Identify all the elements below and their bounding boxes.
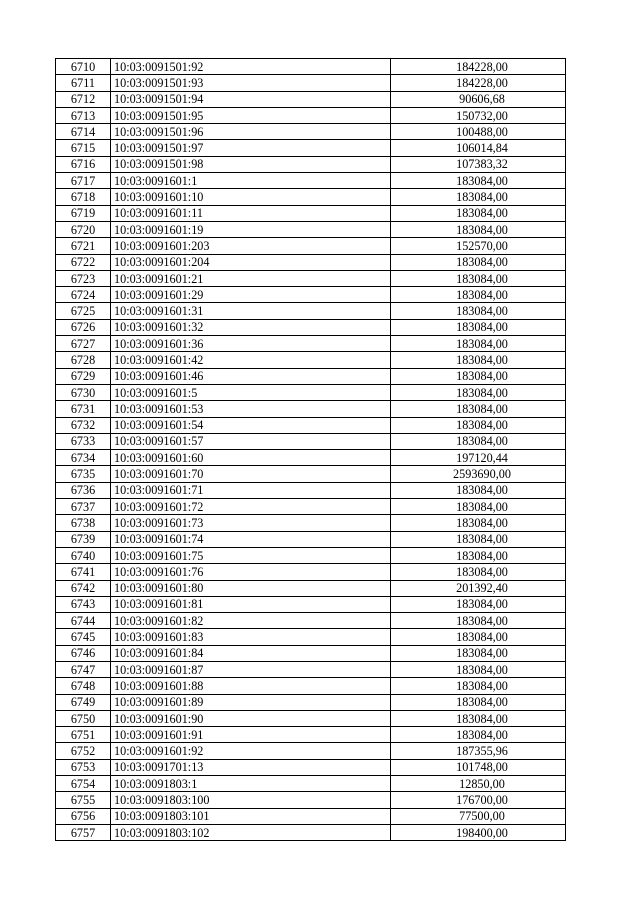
row-number-cell: 6727 (56, 336, 111, 352)
table-row (56, 91, 566, 107)
cadastral-value-cell: 183084,00 (391, 499, 566, 515)
cadastral-number-cell: 10:03:0091601:36 (111, 336, 391, 352)
cadastral-number-cell: 10:03:0091501:93 (111, 75, 391, 91)
cadastral-number-cell: 10:03:0091501:92 (111, 59, 391, 75)
table-row (56, 743, 566, 759)
cadastral-value-cell: 183084,00 (391, 629, 566, 645)
cadastral-number-cell: 10:03:0091601:73 (111, 515, 391, 531)
row-number-cell: 6748 (56, 678, 111, 694)
cadastral-value-cell: 183084,00 (391, 352, 566, 368)
table-row (56, 629, 566, 645)
cadastral-number-cell: 10:03:0091601:80 (111, 580, 391, 596)
row-number-cell: 6723 (56, 270, 111, 286)
cadastral-value-cell: 184228,00 (391, 59, 566, 75)
cadastral-value-cell: 183084,00 (391, 727, 566, 743)
cadastral-value-cell: 183084,00 (391, 205, 566, 221)
cadastral-value-cell: 183084,00 (391, 482, 566, 498)
row-number-cell: 6716 (56, 156, 111, 172)
cadastral-value-cell: 183084,00 (391, 678, 566, 694)
table-row (56, 808, 566, 824)
cadastral-value-cell: 183084,00 (391, 221, 566, 237)
table-row (56, 205, 566, 221)
table-row (56, 645, 566, 661)
cadastral-value-cell: 183084,00 (391, 254, 566, 270)
cadastral-value-cell: 183084,00 (391, 613, 566, 629)
row-number-cell: 6710 (56, 59, 111, 75)
row-number-cell: 6721 (56, 238, 111, 254)
cadastral-value-cell: 183084,00 (391, 303, 566, 319)
row-number-cell: 6745 (56, 629, 111, 645)
row-number-cell: 6718 (56, 189, 111, 205)
table-row (56, 580, 566, 596)
cadastral-value-cell: 198400,00 (391, 824, 566, 840)
cadastral-number-cell: 10:03:0091601:53 (111, 401, 391, 417)
table-row (56, 59, 566, 75)
cadastral-value-cell: 183084,00 (391, 547, 566, 563)
cadastral-value-cell: 101748,00 (391, 759, 566, 775)
table-row (56, 238, 566, 254)
table-row (56, 189, 566, 205)
cadastral-value-cell: 197120,44 (391, 450, 566, 466)
row-number-cell: 6756 (56, 808, 111, 824)
cadastral-number-cell: 10:03:0091501:96 (111, 124, 391, 140)
row-number-cell: 6735 (56, 466, 111, 482)
cadastral-value-table (55, 58, 566, 841)
row-number-cell: 6742 (56, 580, 111, 596)
cadastral-number-cell: 10:03:0091803:101 (111, 808, 391, 824)
row-number-cell: 6743 (56, 596, 111, 612)
cadastral-number-cell: 10:03:0091601:31 (111, 303, 391, 319)
row-number-cell: 6726 (56, 319, 111, 335)
table-row (56, 107, 566, 123)
cadastral-value-cell: 183084,00 (391, 270, 566, 286)
row-number-cell: 6747 (56, 661, 111, 677)
cadastral-number-cell: 10:03:0091803:1 (111, 776, 391, 792)
row-number-cell: 6722 (56, 254, 111, 270)
table-row (56, 564, 566, 580)
table-row (56, 352, 566, 368)
row-number-cell: 6734 (56, 450, 111, 466)
cadastral-value-cell: 106014,84 (391, 140, 566, 156)
cadastral-number-cell: 10:03:0091601:92 (111, 743, 391, 759)
cadastral-value-cell: 183084,00 (391, 417, 566, 433)
cadastral-number-cell: 10:03:0091601:84 (111, 645, 391, 661)
cadastral-value-cell: 12850,00 (391, 776, 566, 792)
cadastral-number-cell: 10:03:0091601:57 (111, 433, 391, 449)
cadastral-number-cell: 10:03:0091601:83 (111, 629, 391, 645)
table-row (56, 499, 566, 515)
cadastral-number-cell: 10:03:0091601:10 (111, 189, 391, 205)
cadastral-number-cell: 10:03:0091501:97 (111, 140, 391, 156)
cadastral-number-cell: 10:03:0091601:74 (111, 531, 391, 547)
row-number-cell: 6730 (56, 384, 111, 400)
table-row (56, 303, 566, 319)
row-number-cell: 6714 (56, 124, 111, 140)
row-number-cell: 6744 (56, 613, 111, 629)
cadastral-value-cell: 150732,00 (391, 107, 566, 123)
cadastral-value-cell: 183084,00 (391, 515, 566, 531)
table-row (56, 368, 566, 384)
cadastral-number-cell: 10:03:0091601:60 (111, 450, 391, 466)
table-row (56, 515, 566, 531)
table-row (56, 450, 566, 466)
cadastral-number-cell: 10:03:0091601:5 (111, 384, 391, 400)
row-number-cell: 6752 (56, 743, 111, 759)
row-number-cell: 6757 (56, 824, 111, 840)
cadastral-number-cell: 10:03:0091601:87 (111, 661, 391, 677)
row-number-cell: 6729 (56, 368, 111, 384)
row-number-cell: 6751 (56, 727, 111, 743)
cadastral-number-cell: 10:03:0091601:88 (111, 678, 391, 694)
row-number-cell: 6720 (56, 221, 111, 237)
table-row (56, 156, 566, 172)
row-number-cell: 6738 (56, 515, 111, 531)
table-row (56, 482, 566, 498)
cadastral-value-cell: 176700,00 (391, 792, 566, 808)
table-row (56, 613, 566, 629)
cadastral-value-cell: 2593690,00 (391, 466, 566, 482)
row-number-cell: 6755 (56, 792, 111, 808)
cadastral-value-cell: 152570,00 (391, 238, 566, 254)
table-row (56, 792, 566, 808)
cadastral-number-cell: 10:03:0091601:11 (111, 205, 391, 221)
cadastral-number-cell: 10:03:0091601:91 (111, 727, 391, 743)
cadastral-value-cell: 183084,00 (391, 336, 566, 352)
cadastral-number-cell: 10:03:0091501:95 (111, 107, 391, 123)
cadastral-number-cell: 10:03:0091601:71 (111, 482, 391, 498)
table-row (56, 417, 566, 433)
cadastral-value-cell: 107383,32 (391, 156, 566, 172)
row-number-cell: 6732 (56, 417, 111, 433)
cadastral-value-cell: 183084,00 (391, 710, 566, 726)
cadastral-number-cell: 10:03:0091601:1 (111, 173, 391, 189)
cadastral-number-cell: 10:03:0091601:21 (111, 270, 391, 286)
row-number-cell: 6746 (56, 645, 111, 661)
cadastral-number-cell: 10:03:0091601:76 (111, 564, 391, 580)
table-row (56, 254, 566, 270)
row-number-cell: 6731 (56, 401, 111, 417)
table-row (56, 596, 566, 612)
cadastral-number-cell: 10:03:0091601:19 (111, 221, 391, 237)
row-number-cell: 6750 (56, 710, 111, 726)
table-row (56, 727, 566, 743)
row-number-cell: 6749 (56, 694, 111, 710)
table-row (56, 531, 566, 547)
cadastral-number-cell: 10:03:0091601:54 (111, 417, 391, 433)
cadastral-value-cell: 183084,00 (391, 368, 566, 384)
row-number-cell: 6739 (56, 531, 111, 547)
row-number-cell: 6712 (56, 91, 111, 107)
cadastral-value-cell: 183084,00 (391, 564, 566, 580)
row-number-cell: 6728 (56, 352, 111, 368)
table-row (56, 124, 566, 140)
table-row (56, 466, 566, 482)
row-number-cell: 6733 (56, 433, 111, 449)
cadastral-value-cell: 183084,00 (391, 384, 566, 400)
row-number-cell: 6737 (56, 499, 111, 515)
cadastral-number-cell: 10:03:0091601:75 (111, 547, 391, 563)
table-row (56, 710, 566, 726)
cadastral-number-cell: 10:03:0091601:90 (111, 710, 391, 726)
table-row (56, 678, 566, 694)
table-row (56, 221, 566, 237)
table-row (56, 759, 566, 775)
row-number-cell: 6754 (56, 776, 111, 792)
row-number-cell: 6717 (56, 173, 111, 189)
cadastral-value-cell: 183084,00 (391, 319, 566, 335)
cadastral-number-cell: 10:03:0091701:13 (111, 759, 391, 775)
cadastral-value-cell: 183084,00 (391, 173, 566, 189)
cadastral-value-cell: 183084,00 (391, 189, 566, 205)
cadastral-number-cell: 10:03:0091601:46 (111, 368, 391, 384)
cadastral-value-cell: 183084,00 (391, 531, 566, 547)
row-number-cell: 6713 (56, 107, 111, 123)
row-number-cell: 6753 (56, 759, 111, 775)
table-row (56, 287, 566, 303)
cadastral-value-cell: 90606,68 (391, 91, 566, 107)
row-number-cell: 6711 (56, 75, 111, 91)
table-body (56, 59, 566, 841)
row-number-cell: 6715 (56, 140, 111, 156)
cadastral-value-cell: 183084,00 (391, 433, 566, 449)
table-row (56, 433, 566, 449)
cadastral-value-cell: 183084,00 (391, 287, 566, 303)
cadastral-number-cell: 10:03:0091803:102 (111, 824, 391, 840)
cadastral-value-cell: 201392,40 (391, 580, 566, 596)
table-row (56, 401, 566, 417)
cadastral-number-cell: 10:03:0091601:203 (111, 238, 391, 254)
cadastral-number-cell: 10:03:0091501:94 (111, 91, 391, 107)
cadastral-value-cell: 183084,00 (391, 401, 566, 417)
table-row (56, 173, 566, 189)
table-row (56, 319, 566, 335)
table-row (56, 140, 566, 156)
row-number-cell: 6725 (56, 303, 111, 319)
table-row (56, 384, 566, 400)
table-row (56, 694, 566, 710)
cadastral-number-cell: 10:03:0091601:82 (111, 613, 391, 629)
cadastral-value-cell: 100488,00 (391, 124, 566, 140)
cadastral-number-cell: 10:03:0091601:89 (111, 694, 391, 710)
table-row (56, 661, 566, 677)
cadastral-number-cell: 10:03:0091601:72 (111, 499, 391, 515)
table-row (56, 776, 566, 792)
cadastral-value-cell: 183084,00 (391, 661, 566, 677)
table-row (56, 336, 566, 352)
cadastral-number-cell: 10:03:0091601:32 (111, 319, 391, 335)
table-row (56, 547, 566, 563)
cadastral-value-cell: 184228,00 (391, 75, 566, 91)
cadastral-number-cell: 10:03:0091601:29 (111, 287, 391, 303)
cadastral-number-cell: 10:03:0091501:98 (111, 156, 391, 172)
cadastral-value-cell: 187355,96 (391, 743, 566, 759)
row-number-cell: 6740 (56, 547, 111, 563)
row-number-cell: 6741 (56, 564, 111, 580)
table-row (56, 270, 566, 286)
table-row (56, 824, 566, 840)
row-number-cell: 6724 (56, 287, 111, 303)
cadastral-number-cell: 10:03:0091601:81 (111, 596, 391, 612)
row-number-cell: 6736 (56, 482, 111, 498)
cadastral-number-cell: 10:03:0091601:70 (111, 466, 391, 482)
cadastral-value-cell: 183084,00 (391, 596, 566, 612)
row-number-cell: 6719 (56, 205, 111, 221)
cadastral-number-cell: 10:03:0091601:204 (111, 254, 391, 270)
cadastral-value-cell: 183084,00 (391, 694, 566, 710)
cadastral-value-cell: 77500,00 (391, 808, 566, 824)
cadastral-number-cell: 10:03:0091601:42 (111, 352, 391, 368)
table-row (56, 75, 566, 91)
cadastral-number-cell: 10:03:0091803:100 (111, 792, 391, 808)
cadastral-value-cell: 183084,00 (391, 645, 566, 661)
